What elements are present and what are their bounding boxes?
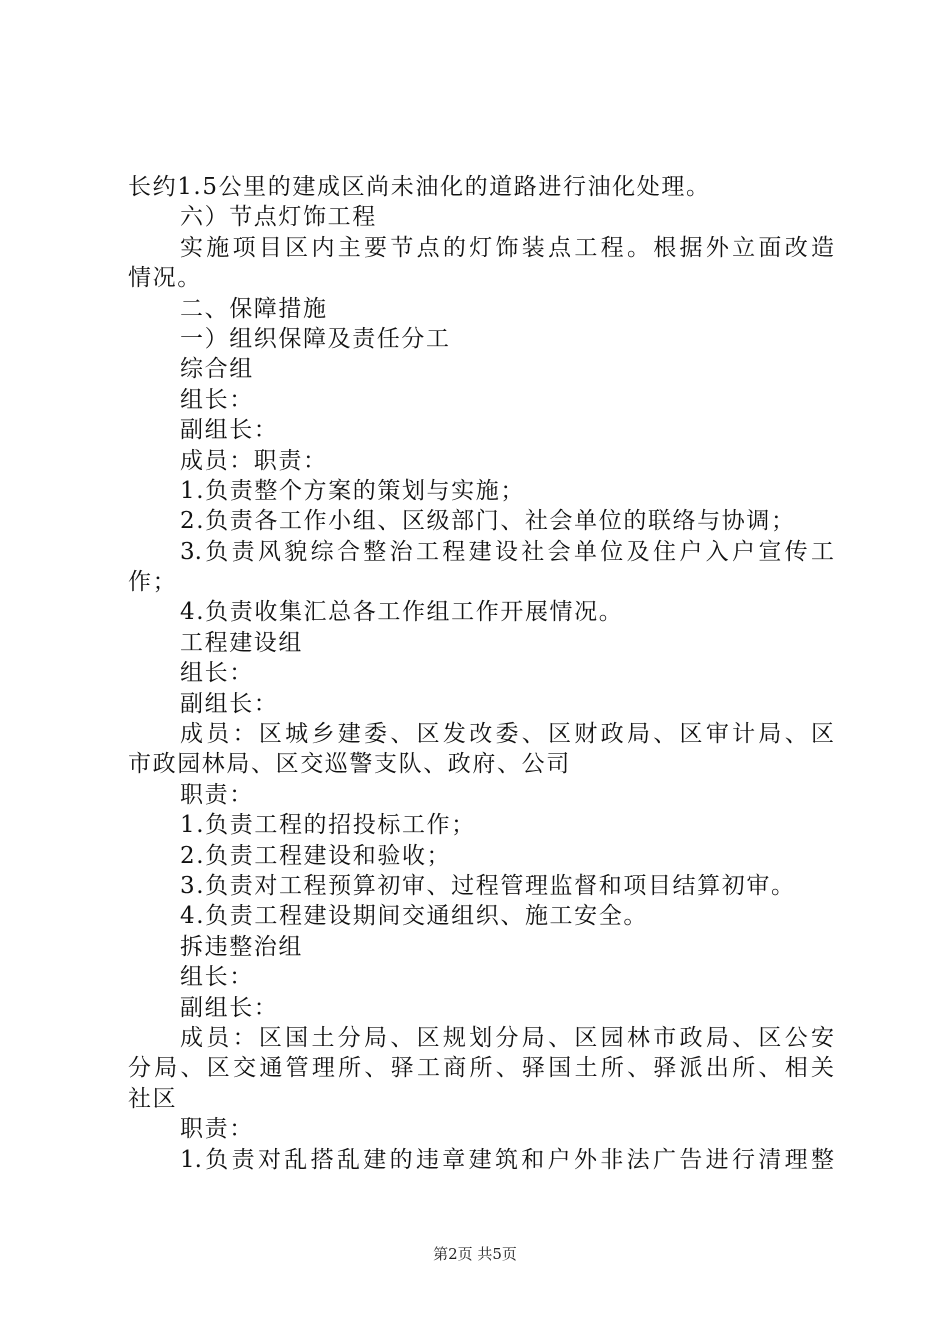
list-item: 3.负责风貌综合整治工程建设社会单位及住户入户宣传工 [180, 538, 834, 565]
text-line: 副组长： [180, 690, 279, 717]
text-line: 长约1.5公里的建成区尚未油化的道路进行油化处理。 [128, 174, 711, 200]
paragraph-line: 情况。 [128, 265, 202, 292]
list-item: 3.负责对工程预算初审、过程管理监督和项目结算初审。 [180, 872, 796, 899]
text-line: 副组长： [180, 417, 279, 444]
text-line: 组长： [180, 386, 254, 413]
section-heading: 六）节点灯饰工程 [180, 204, 377, 231]
document-body [128, 172, 834, 1175]
list-item-continuation: 作； [128, 569, 178, 596]
text-line: 组长： [180, 660, 254, 687]
paragraph-line: 成员：区国土分局、区规划分局、区园林市政局、区公安 [180, 1024, 834, 1051]
paragraph-line: 成员：区城乡建委、区发改委、区财政局、区审计局、区 [180, 721, 834, 748]
group-title: 拆违整治组 [180, 933, 303, 960]
paragraph-line: 社区 [128, 1085, 178, 1112]
list-item: 1.负责对乱搭乱建的违章建筑和户外非法广告进行清理整 [180, 1146, 834, 1173]
text-line: 组长： [180, 964, 254, 991]
group-title: 综合组 [180, 356, 254, 383]
section-heading: 二、保障措施 [180, 295, 328, 322]
list-item: 4.负责收集汇总各工作组工作开展情况。 [180, 599, 624, 626]
text-line: 职责： [180, 1116, 254, 1143]
page-number-footer: 第2页 共5页 [433, 1245, 517, 1263]
section-heading: 一）组织保障及责任分工 [180, 325, 451, 352]
paragraph-line: 分局、区交通管理所、驿工商所、驿国土所、驿派出所、相关 [128, 1055, 834, 1082]
list-item: 2.负责各工作小组、区级部门、社会单位的联络与协调； [180, 508, 796, 535]
list-item: 2.负责工程建设和验收； [180, 842, 452, 869]
text-line: 职责： [180, 781, 254, 808]
text-line: 副组长： [180, 994, 279, 1021]
paragraph-line: 实施项目区内主要节点的灯饰装点工程。根据外立面改造 [180, 234, 834, 261]
text-line: 成员：职责： [180, 447, 328, 474]
group-title: 工程建设组 [180, 629, 303, 656]
list-item: 1.负责工程的招投标工作； [180, 812, 476, 839]
paragraph-line: 市政园林局、区交巡警支队、政府、公司 [128, 751, 571, 778]
list-item: 1.负责整个方案的策划与实施； [180, 477, 525, 504]
list-item: 4.负责工程建设期间交通组织、施工安全。 [180, 903, 648, 930]
